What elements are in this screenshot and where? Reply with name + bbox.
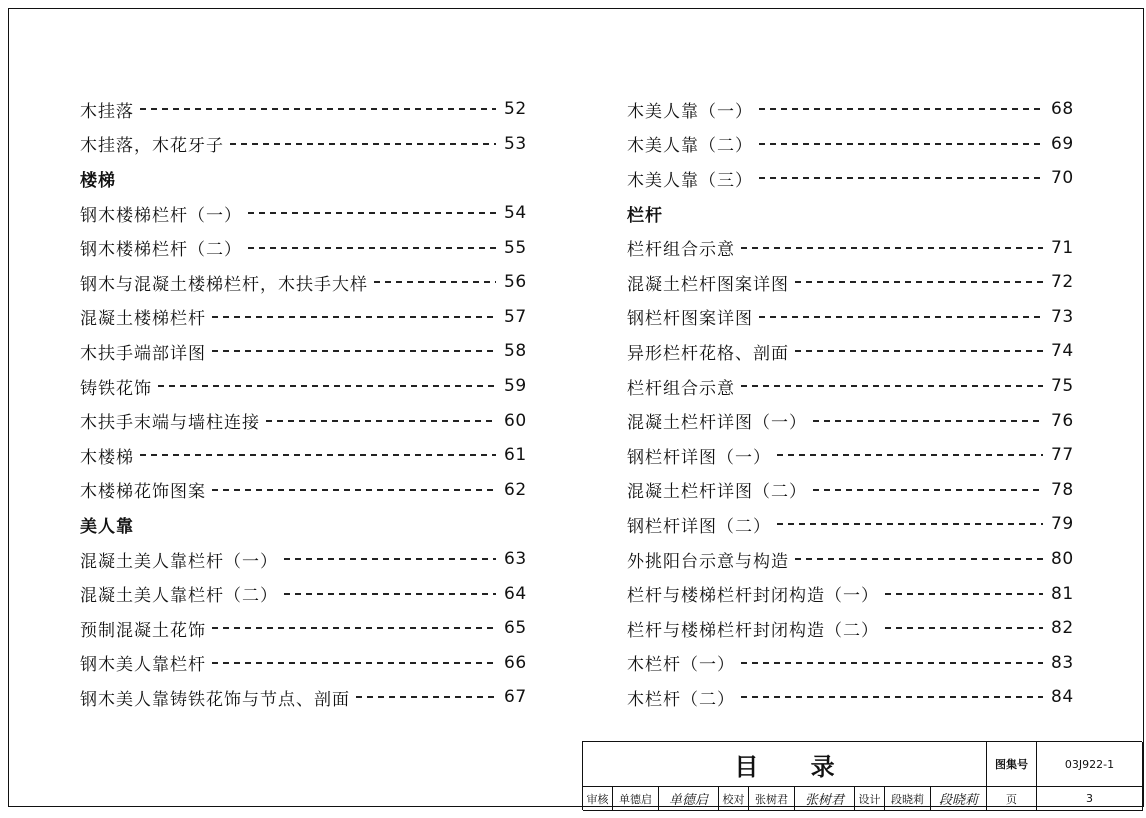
entry-page-number: 56 xyxy=(504,272,527,293)
entry-page-number: 74 xyxy=(1051,341,1074,362)
leader-dashes xyxy=(284,593,496,595)
toc-entry xyxy=(80,473,527,508)
entry-page-number: 64 xyxy=(504,583,527,604)
entry-title: 木栏杆（二） xyxy=(627,689,735,710)
designer-signature: 段晓莉 xyxy=(931,787,987,811)
entry-page-number: 60 xyxy=(504,410,527,431)
toc-entry xyxy=(627,646,1074,681)
entry-page-number: 76 xyxy=(1051,410,1074,431)
entry-title: 钢木美人靠栏杆 xyxy=(80,655,206,676)
toc-section-heading xyxy=(80,161,524,196)
entry-page-number: 59 xyxy=(504,376,527,397)
toc-entry xyxy=(627,611,1074,646)
entry-page-number: 58 xyxy=(504,341,527,362)
entry-title: 钢木美人靠铸铁花饰与节点、剖面 xyxy=(80,689,350,710)
design-label: 设计 xyxy=(855,787,885,811)
toc-entry xyxy=(80,300,527,335)
entry-page-number: 77 xyxy=(1051,445,1074,466)
reviewer-name: 单德启 xyxy=(613,787,659,811)
toc-entry xyxy=(80,265,527,300)
toc-entry xyxy=(80,576,527,611)
checker-signature: 张树君 xyxy=(795,787,855,811)
toc-entry xyxy=(80,334,527,369)
entry-page-number: 63 xyxy=(504,549,527,570)
toc-section-heading xyxy=(80,507,524,542)
entry-title: 混凝土栏杆图案详图 xyxy=(627,274,789,295)
leader-dashes xyxy=(813,420,1043,422)
toc-entry xyxy=(627,576,1074,611)
toc-entry xyxy=(627,230,1074,265)
entry-title: 栏杆与楼梯栏杆封闭构造（一） xyxy=(627,586,879,607)
entry-page-number: 69 xyxy=(1051,133,1074,154)
reviewer-signature: 单德启 xyxy=(659,787,719,811)
entry-title: 混凝土栏杆详图（一） xyxy=(627,413,807,434)
atlas-number: 03J922-1 xyxy=(1037,742,1143,787)
entry-page-number: 73 xyxy=(1051,306,1074,327)
entry-page-number: 62 xyxy=(504,479,527,500)
entry-page-number: 80 xyxy=(1051,549,1074,570)
entry-title: 钢木与混凝土楼梯栏杆，木扶手大样 xyxy=(80,274,368,295)
entry-title: 外挑阳台示意与构造 xyxy=(627,551,789,572)
toc-right-column xyxy=(627,92,1074,715)
leader-dashes xyxy=(140,454,496,456)
entry-title: 混凝土美人靠栏杆（一） xyxy=(80,551,278,572)
toc-entry xyxy=(627,127,1074,162)
toc-entry xyxy=(627,265,1074,300)
leader-dashes xyxy=(212,350,496,352)
entry-page-number: 66 xyxy=(504,652,527,673)
entry-page-number: 78 xyxy=(1051,479,1074,500)
leader-dashes xyxy=(741,696,1043,698)
toc-entry xyxy=(80,369,527,404)
atlas-number-label: 图集号 xyxy=(987,742,1037,787)
entry-title: 栏杆组合示意 xyxy=(627,240,735,261)
toc-entry xyxy=(627,334,1074,369)
entry-title: 木扶手末端与墙柱连接 xyxy=(80,413,260,434)
entry-title: 钢栏杆详图（二） xyxy=(627,516,771,537)
leader-dashes xyxy=(212,627,496,629)
leader-dashes xyxy=(813,489,1043,491)
review-label: 审核 xyxy=(583,787,613,811)
entry-title: 木挂落 xyxy=(80,101,134,122)
toc-entry xyxy=(627,473,1074,508)
entry-title: 钢栏杆详图（一） xyxy=(627,447,771,468)
entry-title: 木楼梯花饰图案 xyxy=(80,482,206,503)
leader-dashes xyxy=(795,350,1043,352)
entry-title: 混凝土栏杆详图（二） xyxy=(627,482,807,503)
entry-page-number: 70 xyxy=(1051,168,1074,189)
leader-dashes xyxy=(248,247,496,249)
entry-page-number: 83 xyxy=(1051,652,1074,673)
section-title: 栏杆 xyxy=(627,205,663,226)
entry-page-number: 53 xyxy=(504,133,527,154)
toc-entry xyxy=(627,438,1074,473)
entry-page-number: 52 xyxy=(504,99,527,120)
entry-title: 混凝土美人靠栏杆（二） xyxy=(80,586,278,607)
leader-dashes xyxy=(795,281,1043,283)
toc-entry xyxy=(80,127,527,162)
leader-dashes xyxy=(212,662,496,664)
checker-name: 张树君 xyxy=(749,787,795,811)
leader-dashes xyxy=(777,523,1043,525)
entry-title: 木挂落，木花牙子 xyxy=(80,136,224,157)
toc-entry xyxy=(627,542,1074,577)
entry-title: 木美人靠（二） xyxy=(627,136,753,157)
entry-page-number: 65 xyxy=(504,618,527,639)
toc-left-column xyxy=(80,92,527,715)
toc-entry xyxy=(80,646,527,681)
toc-entry xyxy=(80,92,527,127)
leader-dashes xyxy=(759,143,1043,145)
leader-dashes xyxy=(266,420,496,422)
leader-dashes xyxy=(248,212,496,214)
leader-dashes xyxy=(140,108,496,110)
entry-title: 木美人靠（一） xyxy=(627,101,753,122)
toc-entry xyxy=(627,161,1074,196)
entry-title: 钢栏杆图案详图 xyxy=(627,309,753,330)
toc-entry xyxy=(627,300,1074,335)
leader-dashes xyxy=(741,385,1043,387)
entry-page-number: 67 xyxy=(504,687,527,708)
designer-name: 段晓莉 xyxy=(885,787,931,811)
leader-dashes xyxy=(885,593,1043,595)
entry-page-number: 82 xyxy=(1051,618,1074,639)
leader-dashes xyxy=(885,627,1043,629)
entry-title: 异形栏杆花格、剖面 xyxy=(627,343,789,364)
entry-title: 预制混凝土花饰 xyxy=(80,620,206,641)
section-title: 美人靠 xyxy=(80,516,134,537)
entry-title: 铸铁花饰 xyxy=(80,378,152,399)
entry-title: 栏杆组合示意 xyxy=(627,378,735,399)
entry-page-number: 55 xyxy=(504,237,527,258)
leader-dashes xyxy=(230,143,496,145)
entry-page-number: 71 xyxy=(1051,237,1074,258)
toc-entry xyxy=(627,507,1074,542)
entry-title: 木楼梯 xyxy=(80,447,134,468)
toc-entry xyxy=(80,680,527,715)
entry-page-number: 84 xyxy=(1051,687,1074,708)
leader-dashes xyxy=(741,662,1043,664)
leader-dashes xyxy=(356,696,496,698)
leader-dashes xyxy=(759,316,1043,318)
toc-entry xyxy=(80,196,527,231)
entry-page-number: 54 xyxy=(504,203,527,224)
leader-dashes xyxy=(374,281,496,283)
entry-title: 栏杆与楼梯栏杆封闭构造（二） xyxy=(627,620,879,641)
entry-page-number: 75 xyxy=(1051,376,1074,397)
check-label: 校对 xyxy=(719,787,749,811)
title-block xyxy=(582,741,1142,810)
entry-page-number: 57 xyxy=(504,306,527,327)
leader-dashes xyxy=(212,316,496,318)
toc-entry xyxy=(80,230,527,265)
entry-page-number: 68 xyxy=(1051,99,1074,120)
entry-title: 钢木楼梯栏杆（二） xyxy=(80,240,242,261)
toc-entry xyxy=(627,403,1074,438)
section-title: 楼梯 xyxy=(80,170,116,191)
entry-title: 木栏杆（一） xyxy=(627,655,735,676)
entry-page-number: 79 xyxy=(1051,514,1074,535)
entry-page-number: 81 xyxy=(1051,583,1074,604)
toc-entry xyxy=(80,542,527,577)
leader-dashes xyxy=(741,247,1043,249)
leader-dashes xyxy=(795,558,1043,560)
entry-page-number: 61 xyxy=(504,445,527,466)
toc-section-heading xyxy=(627,196,1071,231)
entry-title: 混凝土楼梯栏杆 xyxy=(80,309,206,330)
leader-dashes xyxy=(158,385,496,387)
page-label: 页 xyxy=(987,787,1037,811)
leader-dashes xyxy=(212,489,496,491)
toc-entry xyxy=(80,403,527,438)
entry-page-number: 72 xyxy=(1051,272,1074,293)
leader-dashes xyxy=(759,177,1043,179)
toc-entry xyxy=(627,92,1074,127)
toc-entry xyxy=(80,611,527,646)
leader-dashes xyxy=(284,558,496,560)
toc-entry xyxy=(80,438,527,473)
entry-title: 钢木楼梯栏杆（一） xyxy=(80,205,242,226)
leader-dashes xyxy=(759,108,1043,110)
toc-entry xyxy=(627,369,1074,404)
leader-dashes xyxy=(777,454,1043,456)
entry-title: 木美人靠（三） xyxy=(627,170,753,191)
sheet-title: 目 录 xyxy=(583,742,987,787)
toc-entry xyxy=(627,680,1074,715)
entry-title: 木扶手端部详图 xyxy=(80,343,206,364)
page-number: 3 xyxy=(1037,787,1143,811)
